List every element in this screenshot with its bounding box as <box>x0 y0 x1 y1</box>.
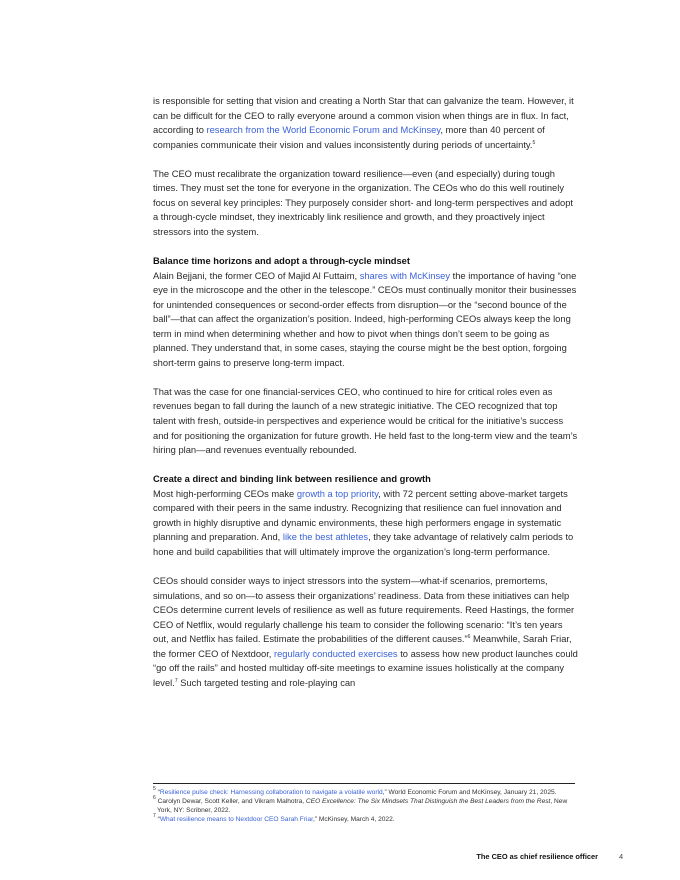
text-run: The CEO must recalibrate the organization toward resilience—even (and especially) during tough times. They must set the tone for everyone in the organization. The CEOs who do this well routinely focus on several key principles: They purposely consider short- and long-term perspectives and adopt a through-cycle mindset, they inextricably link resilience and growth, and they proactively inject stressors into the system. <box>153 168 573 237</box>
text-run: Most high-performing CEOs make <box>153 488 297 499</box>
footnote-ref: 6 <box>467 634 471 641</box>
paragraph <box>153 574 579 690</box>
footnote <box>153 797 577 815</box>
section-heading <box>153 254 579 269</box>
inline-link[interactable]: growth a top priority <box>296 488 379 499</box>
paragraph <box>153 269 579 371</box>
inline-link[interactable]: What resilience means to Nextdoor CEO Sarah Friar <box>159 816 313 824</box>
text-run: “ <box>155 816 160 824</box>
paragraph <box>153 385 579 458</box>
footnote <box>153 815 577 824</box>
footnote <box>153 788 577 797</box>
section-heading <box>153 472 579 487</box>
text-run: “ <box>155 789 160 796</box>
text-run: is responsible for setting that vision and creating a North Star that can galvanize the team. However, it can be difficult for the CEO to rally everyone around a common vision when things are in flux. In fact, according to <box>153 96 574 136</box>
text-run: Balance time horizons and adopt a through-cycle mindset <box>153 256 410 267</box>
text-run: That was the case for one financial-services CEO, who continued to hire for critical roles even as revenues began to fall during the launch of a new strategic initiative. The CEO recognized that top talent with fresh, outside-in perspectives and experience would be critical for the initiative’s success and for positioning the organization for future growth. He held fast to the long-term view and the team’s hiring plan—and revenues eventually rebounded. <box>153 386 578 456</box>
inline-link[interactable]: research from the World Economic Forum and McKinsey <box>206 125 441 136</box>
text-run: ,” World Economic Forum and McKinsey, January 21, 2025. <box>382 789 557 796</box>
footnote-ref: 5 <box>153 786 156 792</box>
footnotes <box>153 788 577 824</box>
text-run: Create a direct and binding link between resilience and growth <box>153 474 431 485</box>
text-run: ,” McKinsey, March 4, 2022. <box>313 816 395 824</box>
text-run: , with 72 percent setting above-market targets compared with their peers in the same industry. Recognizing that resilience can fuel innovation and growth in highly disruptive and dynamic environments, these high performers engage in systematic planning and preparation. And, <box>153 488 568 543</box>
footnote-ref: 7 <box>174 677 178 684</box>
footnote-ref: 6 <box>153 795 156 802</box>
footnote-divider <box>153 783 575 784</box>
inline-link[interactable]: shares with McKinsey <box>359 270 451 281</box>
footnote-ref: 5 <box>532 139 536 146</box>
text-run: CEOs should consider ways to inject stressors into the system—what-if scenarios, premortems, simulations, and so on—to assess their organizations’ readiness. Data from these initiatives can help CEOs determine current levels of resilience as well as future requirements. Reed Hastings, the former CEO of Netflix, would regularly challenge his team to consider the following scenario: “It’s ten years out, and Netflix has failed. Estimate the probabilities of the different causes.” <box>153 576 575 645</box>
page-number: 4 <box>619 852 624 861</box>
paragraph <box>153 167 579 240</box>
text-run: Carolyn Dewar, Scott Keller, and Vikram Malhotra, <box>155 798 306 806</box>
text-run: Such targeted testing and role-playing can <box>177 677 356 688</box>
text-run: Alain Bejjani, the former CEO of Majid Al Futtaim, <box>153 270 360 281</box>
footer-title: The CEO as chief resilience officer <box>476 852 598 861</box>
text-run: the importance of having “one eye in the microscope and the other in the telescope.” CEOs must continually monitor their businesses for unintended consequences or second-order effects from disruption—or the “second bounce of the ball”—that can affect the organization’s position. Indeed, high-performing CEOs always keep the long term in mind when determining whether and how to pivot when things don’t seem to be going as planned. They understand that, in some cases, staying the course might be the best option, forgoing short-term gains to preserve long-term impact. <box>153 270 577 368</box>
inline-link[interactable]: Resilience pulse check: Harnessing collaboration to navigate a volatile world <box>159 789 383 796</box>
text-run: Meanwhile, Sarah Friar, the former CEO of Nextdoor, <box>153 634 572 659</box>
paragraph <box>153 487 579 560</box>
body-text <box>153 94 579 705</box>
text-run: to assess how new product launches could “go off the rails” and hosted multiday off-site meetings to examine issues holistically at the company level. <box>153 648 578 688</box>
text-run: , they take advantage of relatively calm periods to hone and build capabilities that will ultimately improve the organization’s long-term performance. <box>153 532 574 557</box>
text-run: , New York, NY: Scribner, 2022. <box>157 798 568 815</box>
text-run: , more than 40 percent of companies communicate their vision and values inconsistently during periods of uncertainty. <box>153 125 545 150</box>
inline-link[interactable]: regularly conducted exercises <box>274 648 398 659</box>
text-run: CEO Excellence: The Six Mindsets That Distinguish the Best Leaders from the Rest <box>305 798 551 806</box>
footnote-ref: 7 <box>153 813 156 820</box>
inline-link[interactable]: like the best athletes <box>282 532 369 543</box>
paragraph <box>153 94 579 152</box>
